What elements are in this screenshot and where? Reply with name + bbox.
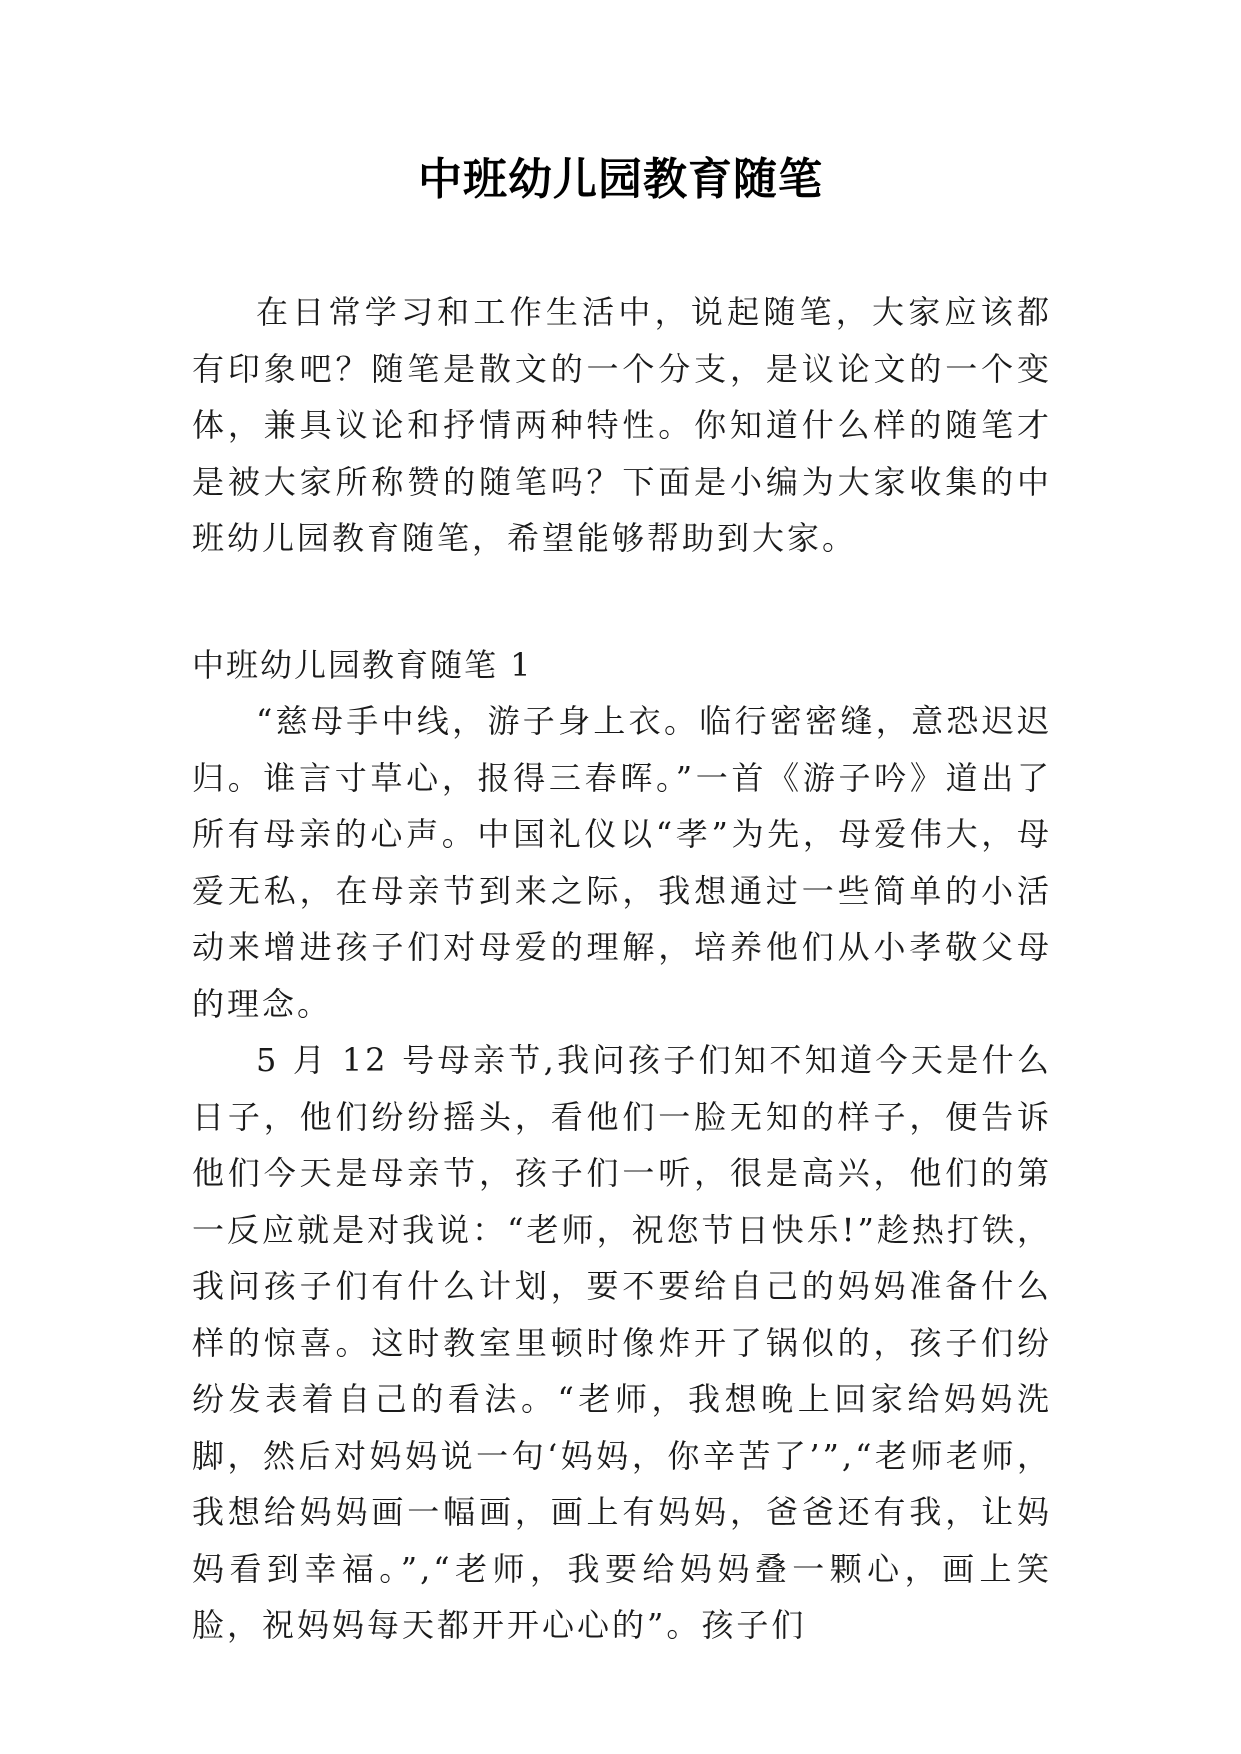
body-paragraph: “慈母手中线，游子身上衣。临行密密缝，意恐迟迟归。谁言寸草心，报得三春晖。”一首《游子吟》道出了所有母亲的心声。中国礼仪以“孝”为先，母爱伟大，母爱无私，在母亲节到来之际，我想通过一些简单的小活动来增进孩子们对母爱的理解，培养他们从小孝敬父母的理念。 (192, 702, 1052, 1023)
section-heading: 中班幼儿园教育随笔 1 (192, 645, 533, 684)
body-paragraph: 5 月 12 号母亲节,我问孩子们知不知道今天是什么日子，他们纷纷摇头，看他们一脸无知的样子，便告诉他们今天是母亲节，孩子们一听，很是高兴，他们的第一反应就是对我说：“老师，祝您节日快乐!”趁热打铁，我问孩子们有什么计划，要不要给自己的妈妈准备什么样的惊喜。这时教室里顿时像炸开了锅似的，孩子们纷纷发表着自己的看法。“老师，我想晚上回家给妈妈洗脚，然后对妈妈说一句‘妈妈，你辛苦了’”,“老师老师，我想给妈妈画一幅画，画上有妈妈，爸爸还有我，让妈妈看到幸福。”,“老师，我要给妈妈叠一颗心，画上笑脸，祝妈妈每天都开开心心的”。孩子们 (192, 1041, 1052, 1644)
intro-paragraph: 在日常学习和工作生活中，说起随笔，大家应该都有印象吧？随笔是散文的一个分支，是议论文的一个变体，兼具议论和抒情两种特性。你知道什么样的随笔才是被大家所称赞的随笔吗？下面是小编为大家收集的中班幼儿园教育随笔，希望能够帮助到大家。 (192, 293, 1052, 557)
document-body (192, 284, 1052, 1654)
document-title: 中班幼儿园教育随笔 (418, 154, 823, 205)
